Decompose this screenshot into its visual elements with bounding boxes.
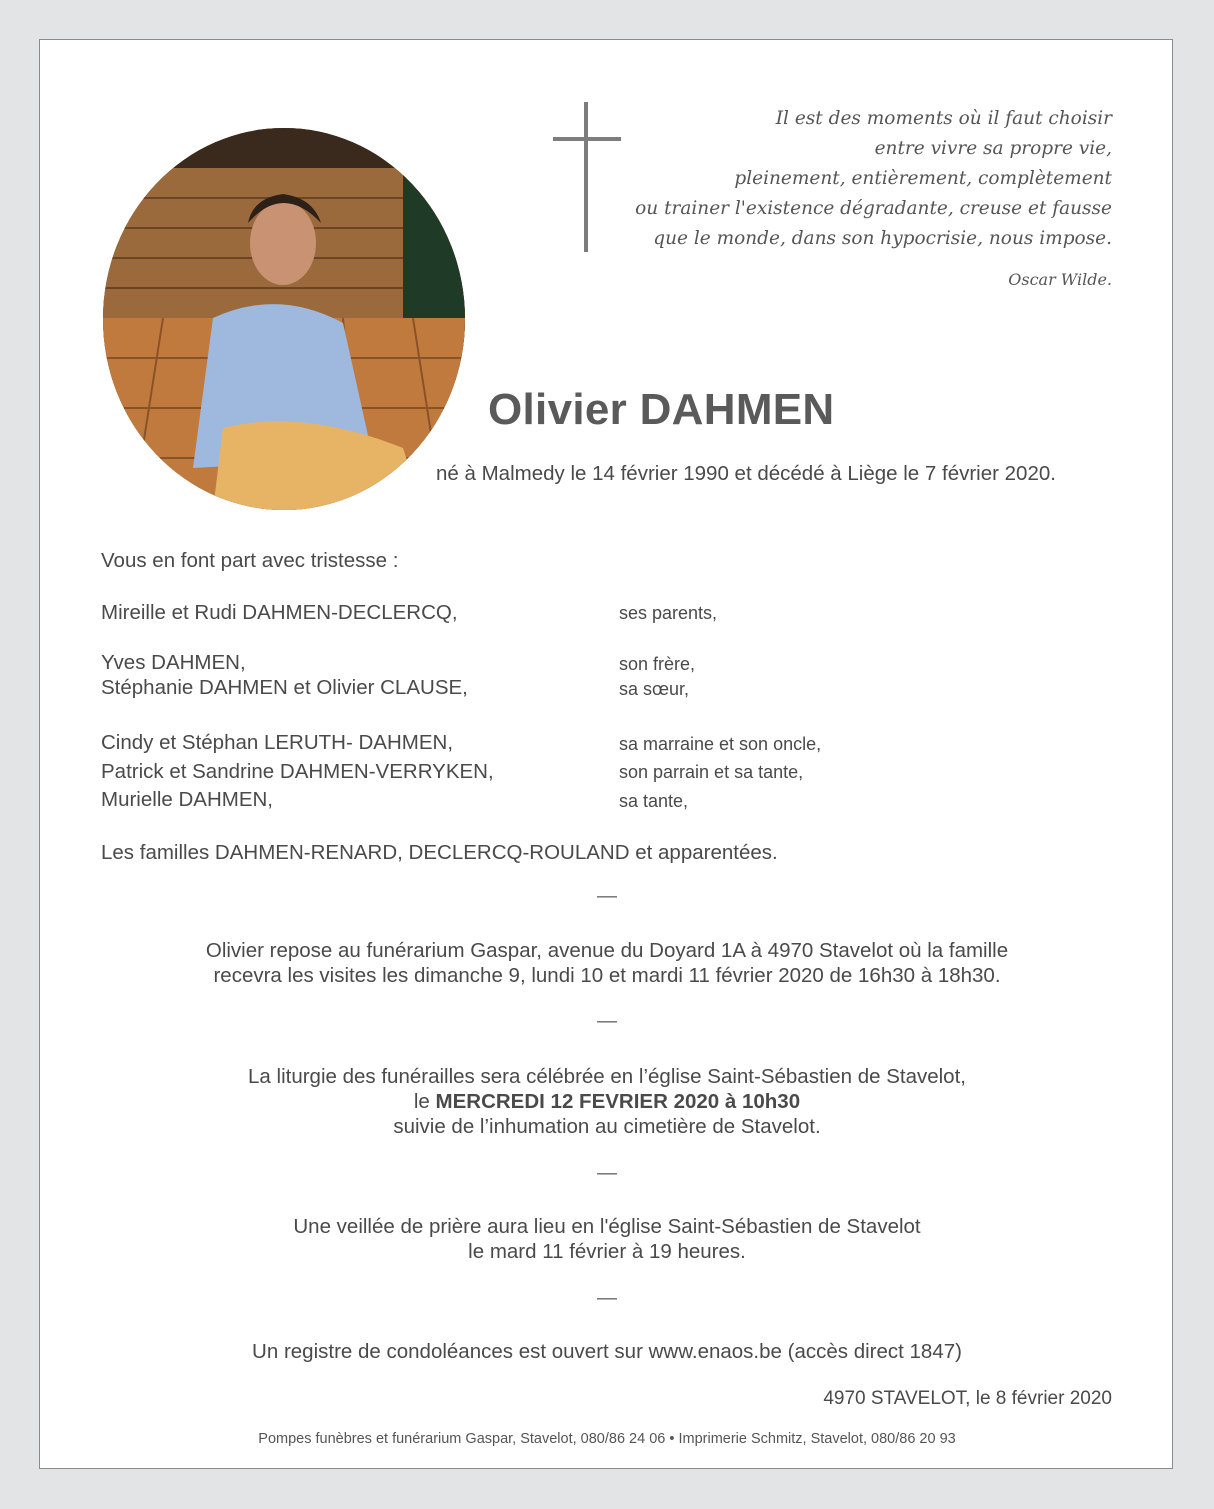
separator: — [597,1162,617,1184]
family-member-relation: son parrain et sa tante, [619,762,804,782]
family-member-relation: ses parents, [619,603,718,623]
quote-line: ou trainer l'existence dégradante, creuse et fausse [635,198,1112,219]
announcement-intro: Vous en font part avec tristesse : [101,549,399,572]
funeral-date-prefix: le [413,1090,436,1113]
families-line: Les familles DAHMEN-RENARD, DECLERCQ-ROULAND et apparentées. [101,841,778,864]
condolences-info [40,1339,1174,1364]
separator: — [597,1287,617,1309]
family-member-name: Cindy et Stéphan LERUTH- DAHMEN, [101,731,454,754]
family-member-name: Patrick et Sandrine DAHMEN-VERRYKEN, [101,760,494,783]
footer-credits: Pompes funèbres et funérarium Gaspar, Stavelot, 080/86 24 06 • Imprimerie Schmitz, Stavelot, 080/86 20 93 [258,1431,956,1447]
family-member-relation: sa marraine et son oncle, [619,734,822,754]
cross-icon [584,102,588,252]
family-member-relation: sa tante, [619,791,689,811]
quote-line: pleinement, entièrement, complètement [734,168,1112,189]
family-member-name: Murielle DAHMEN, [101,788,273,811]
family-member-name: Stéphanie DAHMEN et Olivier CLAUSE, [101,676,468,699]
vigil-line: le mard 11 février à 19 heures. [468,1240,746,1263]
family-member-relation: sa sœur, [619,679,690,699]
family-member-name: Yves DAHMEN, [101,651,246,674]
visitation-info [40,938,1174,988]
birth-death-dates: né à Malmedy le 14 février 1990 et décédé à Liège le 7 février 2020. [436,462,1056,485]
separator: — [597,1010,617,1032]
place-date: 4970 STAVELOT, le 8 février 2020 [823,1388,1112,1409]
condolences-line: Un registre de condoléances est ouvert sur www.enaos.be (accès direct 1847) [252,1340,962,1363]
family-member-relation: son frère, [619,654,696,674]
obituary-card [39,39,1173,1469]
funeral-line: La liturgie des funérailles sera célébrée en l’église Saint-Sébastien de Stavelot, [248,1065,966,1088]
funeral-info [40,1064,1174,1139]
family-member-name: Mireille et Rudi DAHMEN-DECLERCQ, [101,601,458,624]
funeral-date-line [40,1089,1174,1114]
deceased-name: Olivier DAHMEN [488,385,835,434]
quote-line: Il est des moments où il faut choisir [775,108,1112,129]
vigil-line: Une veillée de prière aura lieu en l'église Saint-Sébastien de Stavelot [293,1215,921,1238]
vigil-info [40,1214,1174,1264]
quote-author: Oscar Wilde. [1008,270,1112,289]
portrait-illustration [103,128,465,510]
portrait-photo [103,128,465,510]
visitation-line: recevra les visites les dimanche 9, lundi 10 et mardi 11 février 2020 de 16h30 à 18h30. [213,964,1001,987]
funeral-date: MERCREDI 12 FEVRIER 2020 à 10h30 [435,1090,801,1113]
separator: — [597,885,617,907]
quote-line: que le monde, dans son hypocrisie, nous impose. [653,228,1112,249]
quote [592,104,1112,254]
visitation-line: Olivier repose au funérarium Gaspar, avenue du Doyard 1A à 4970 Stavelot où la famille [205,939,1009,962]
quote-line: entre vivre sa propre vie, [874,138,1112,159]
funeral-line: suivie de l’inhumation au cimetière de Stavelot. [393,1115,821,1138]
